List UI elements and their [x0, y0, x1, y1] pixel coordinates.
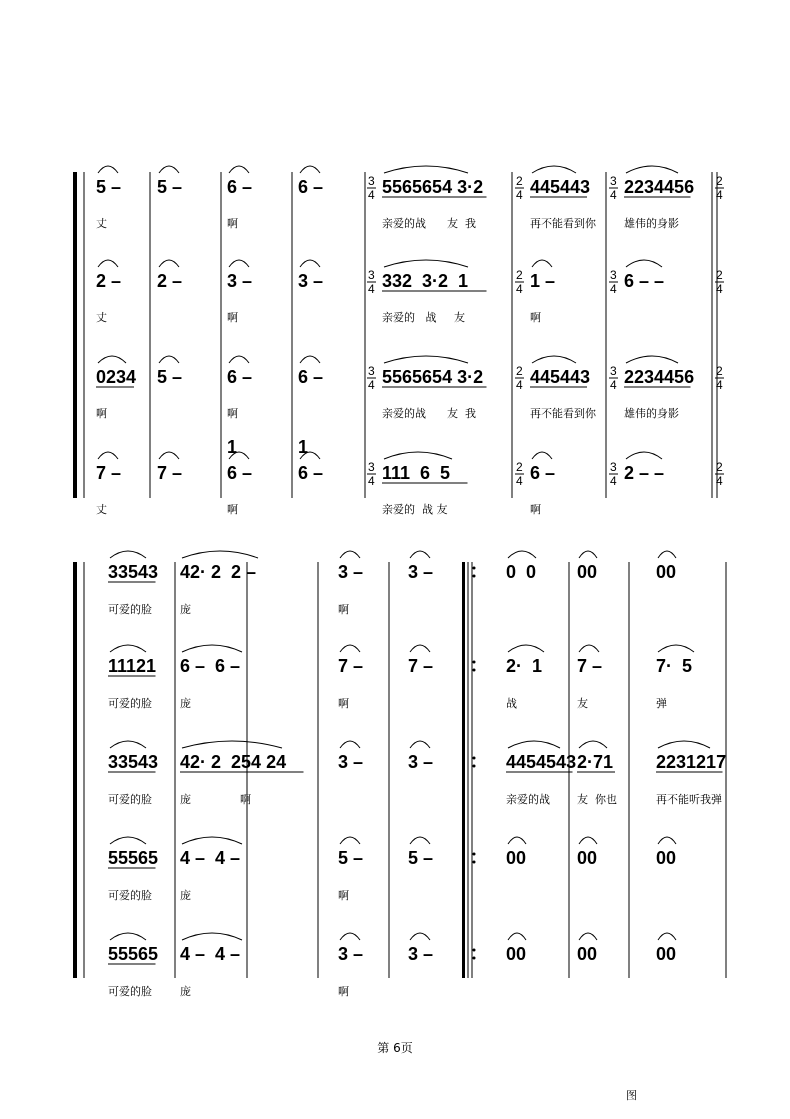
slur	[340, 741, 360, 748]
time-signature-bottom: 4	[716, 188, 723, 202]
slur	[410, 645, 430, 652]
slur	[110, 551, 146, 558]
slur	[98, 166, 118, 173]
slur	[229, 356, 249, 363]
time-signature-bottom: 4	[716, 378, 723, 392]
slur	[658, 645, 694, 652]
lyric: 啊	[227, 503, 238, 516]
lyric: 啊	[227, 217, 238, 230]
upper-note: 1	[298, 437, 309, 457]
note-group: 445443	[530, 367, 591, 387]
slur	[384, 356, 468, 363]
time-signature-top: 2	[516, 364, 523, 378]
slur	[384, 166, 468, 173]
slur	[532, 356, 576, 363]
time-signature-bottom: 4	[516, 474, 523, 488]
note-group: 2234456	[624, 367, 695, 387]
slur	[159, 356, 179, 363]
lyric: 亲爱的 战 友	[382, 503, 448, 516]
repeat-dot	[473, 949, 476, 952]
time-signature-bottom: 4	[716, 474, 723, 488]
time-signature-top: 3	[610, 460, 617, 474]
slur	[626, 452, 662, 459]
corner-mark: 图	[626, 1089, 637, 1102]
lyric: 亲爱的 战 友	[382, 311, 465, 324]
lyric: 啊	[338, 603, 349, 616]
slur	[410, 741, 430, 748]
time-signature-top: 2	[516, 174, 523, 188]
slur	[508, 933, 526, 940]
note-group: 3 –	[338, 752, 364, 772]
time-signature-top: 2	[716, 460, 723, 474]
slur	[658, 933, 676, 940]
note-group: 2234456	[624, 177, 695, 197]
repeat-dot	[473, 669, 476, 672]
note-group: 2 – –	[624, 463, 665, 483]
lyric: 可爱的脸	[108, 985, 152, 998]
note-group: 00	[656, 562, 677, 582]
staff-2	[96, 260, 724, 324]
note-group: 00	[506, 944, 527, 964]
note-group: 4 – 4 –	[180, 848, 241, 868]
lyric: 庞	[180, 889, 191, 902]
lyric: 啊	[530, 311, 541, 324]
time-signature-top: 2	[516, 460, 523, 474]
note-group: 4 – 4 –	[180, 944, 241, 964]
lyric: 友	[577, 697, 588, 710]
slur	[626, 260, 662, 267]
slur	[300, 356, 320, 363]
slur	[579, 933, 597, 940]
note-group: 7 –	[96, 463, 122, 483]
note-group: 42· 2 254 24	[180, 752, 287, 772]
lyric: 亲爱的战 友 我	[382, 407, 476, 420]
note-group: 7 –	[157, 463, 183, 483]
system-1	[73, 166, 724, 516]
slur	[579, 837, 597, 844]
slur	[626, 166, 678, 173]
note-group: 2·71	[577, 752, 614, 772]
note-group: 6 –	[530, 463, 556, 483]
lyric: 丈	[96, 503, 107, 516]
slur	[300, 260, 320, 267]
note-group: 3 –	[298, 271, 324, 291]
note-group: 6 –	[227, 367, 253, 387]
lyric: 啊	[530, 503, 541, 516]
lyric: 庞 啊	[180, 793, 251, 806]
time-signature-bottom: 4	[610, 378, 617, 392]
note-group: 42· 2 2 –	[180, 562, 257, 582]
upper-note: 1	[227, 437, 238, 457]
repeat-dot	[473, 853, 476, 856]
slur	[658, 551, 676, 558]
lyric: 雄伟的身影	[624, 407, 679, 420]
lyric: 雄伟的身影	[624, 217, 679, 230]
lyric: 庞	[180, 697, 191, 710]
slur	[626, 356, 678, 363]
note-group: 1 –	[530, 271, 556, 291]
time-signature-bottom: 4	[516, 188, 523, 202]
lyric: 可爱的脸	[108, 793, 152, 806]
note-group: 00	[577, 562, 598, 582]
time-signature-top: 3	[610, 268, 617, 282]
slur	[410, 933, 430, 940]
slur	[229, 260, 249, 267]
repeat-dot	[473, 765, 476, 768]
note-group: 3 –	[227, 271, 253, 291]
lyric: 庞	[180, 985, 191, 998]
time-signature-top: 3	[368, 268, 375, 282]
note-group: 7 –	[577, 656, 603, 676]
slur	[182, 551, 258, 558]
repeat-dot	[473, 861, 476, 864]
staff-3	[96, 356, 724, 420]
time-signature-bottom: 4	[716, 282, 723, 296]
note-group: 33543	[108, 752, 159, 772]
note-group: 2231217	[656, 752, 727, 772]
slur	[508, 837, 526, 844]
staff-4	[108, 837, 676, 902]
note-group: 5 –	[338, 848, 364, 868]
lyric: 战	[506, 697, 517, 710]
note-group: 6 –	[298, 463, 324, 483]
slur	[182, 837, 242, 844]
note-group: 7· 5	[656, 656, 693, 676]
repeat-dot	[473, 567, 476, 570]
time-signature-bottom: 4	[610, 474, 617, 488]
slur	[110, 837, 146, 844]
time-signature-top: 2	[516, 268, 523, 282]
repeat-dot	[473, 575, 476, 578]
slur	[110, 741, 146, 748]
lyric: 可爱的脸	[108, 603, 152, 616]
slur	[508, 645, 544, 652]
note-group: 6 –	[227, 177, 253, 197]
staff-1	[108, 551, 676, 616]
slur	[532, 166, 576, 173]
time-signature-bottom: 4	[368, 282, 375, 296]
time-signature-bottom: 4	[516, 282, 523, 296]
slur	[98, 452, 118, 459]
note-group: 3 –	[408, 752, 434, 772]
system-bracket	[73, 172, 77, 498]
note-group: 0234	[96, 367, 137, 387]
note-group: 5 –	[157, 177, 183, 197]
time-signature-bottom: 4	[368, 474, 375, 488]
note-group: 00	[506, 848, 527, 868]
note-group: 6 – –	[624, 271, 665, 291]
note-group: 445443	[530, 177, 591, 197]
note-group: 00	[656, 944, 677, 964]
system-2	[73, 551, 726, 998]
slur	[532, 452, 552, 459]
slur	[340, 837, 360, 844]
note-group: 5565654 3·2	[382, 367, 484, 387]
note-group: 6 –	[298, 177, 324, 197]
lyric: 啊	[96, 407, 107, 420]
lyric: 亲爱的战 友 我	[382, 217, 476, 230]
time-signature-top: 3	[610, 174, 617, 188]
note-group: 11121	[108, 656, 157, 676]
time-signature-top: 2	[716, 174, 723, 188]
slur	[110, 645, 146, 652]
time-signature-top: 2	[716, 364, 723, 378]
slur	[579, 645, 599, 652]
slur	[410, 837, 430, 844]
note-group: 5 –	[96, 177, 122, 197]
note-group: 5 –	[408, 848, 434, 868]
lyric: 可爱的脸	[108, 697, 152, 710]
repeat-dot	[473, 757, 476, 760]
slur	[508, 551, 536, 558]
slur	[384, 260, 468, 267]
slur	[182, 741, 282, 748]
slur	[98, 260, 118, 267]
note-group: 2· 1	[506, 656, 543, 676]
slur	[159, 166, 179, 173]
note-group: 55565	[108, 848, 159, 868]
slur	[182, 645, 242, 652]
time-signature-top: 2	[716, 268, 723, 282]
lyric: 啊	[338, 985, 349, 998]
slur	[300, 166, 320, 173]
slur	[229, 166, 249, 173]
note-group: 00	[656, 848, 677, 868]
time-signature-top: 3	[368, 460, 375, 474]
lyric: 再不能看到你	[530, 217, 596, 230]
note-group: 6 –	[298, 367, 324, 387]
staff-2	[108, 645, 694, 710]
note-group: 6 –	[227, 463, 253, 483]
note-group: 55565	[108, 944, 159, 964]
page-number: 第 6页	[377, 1041, 413, 1055]
slur	[340, 551, 360, 558]
note-group: 6 – 6 –	[180, 656, 241, 676]
lyric: 丈	[96, 311, 107, 324]
slur	[532, 260, 552, 267]
note-group: 332 3·2 1	[382, 271, 469, 291]
repeat-dot	[473, 957, 476, 960]
slur	[658, 741, 710, 748]
slur	[410, 551, 430, 558]
lyric: 亲爱的战	[506, 793, 550, 806]
note-group: 4454543	[506, 752, 577, 772]
note-group: 2 –	[157, 271, 183, 291]
system-bracket	[73, 562, 77, 978]
slur	[159, 260, 179, 267]
slur	[579, 741, 607, 748]
note-group: 7 –	[338, 656, 364, 676]
time-signature-bottom: 4	[610, 188, 617, 202]
note-group: 00	[577, 848, 598, 868]
note-group: 3 –	[408, 562, 434, 582]
lyric: 啊	[227, 311, 238, 324]
note-group: 3 –	[338, 562, 364, 582]
lyric: 啊	[227, 407, 238, 420]
lyric: 啊	[338, 889, 349, 902]
note-group: 2 –	[96, 271, 122, 291]
time-signature-top: 3	[610, 364, 617, 378]
note-group: 00	[577, 944, 598, 964]
lyric: 再不能看到你	[530, 407, 596, 420]
lyric: 庞	[180, 603, 191, 616]
slur	[110, 933, 146, 940]
lyric: 丈	[96, 217, 107, 230]
repeat-dot	[473, 661, 476, 664]
slur	[340, 645, 360, 652]
lyric: 啊	[338, 697, 349, 710]
slur	[384, 452, 452, 459]
time-signature-bottom: 4	[368, 378, 375, 392]
staff-1	[96, 166, 724, 230]
time-signature-top: 3	[368, 364, 375, 378]
repeat-barline	[462, 562, 465, 978]
slur	[340, 933, 360, 940]
staff-4	[96, 437, 724, 516]
slur	[159, 452, 179, 459]
note-group: 5 –	[157, 367, 183, 387]
note-group: 7 –	[408, 656, 434, 676]
slur	[658, 837, 676, 844]
lyric: 再不能听我弹	[656, 793, 722, 806]
note-group: 5565654 3·2	[382, 177, 484, 197]
note-group: 111 6 5	[382, 463, 451, 483]
slur	[579, 551, 597, 558]
staff-5	[108, 933, 676, 998]
note-group: 3 –	[408, 944, 434, 964]
lyric: 友 你也	[577, 793, 617, 806]
note-group: 3 –	[338, 944, 364, 964]
note-group: 33543	[108, 562, 159, 582]
staff-3	[108, 741, 726, 806]
note-group: 0 0	[506, 562, 537, 582]
slur	[508, 741, 560, 748]
time-signature-bottom: 4	[516, 378, 523, 392]
time-signature-top: 3	[368, 174, 375, 188]
slur	[182, 933, 242, 940]
slur	[98, 356, 126, 363]
time-signature-bottom: 4	[610, 282, 617, 296]
lyric: 弹	[656, 697, 667, 710]
lyric: 可爱的脸	[108, 889, 152, 902]
time-signature-bottom: 4	[368, 188, 375, 202]
